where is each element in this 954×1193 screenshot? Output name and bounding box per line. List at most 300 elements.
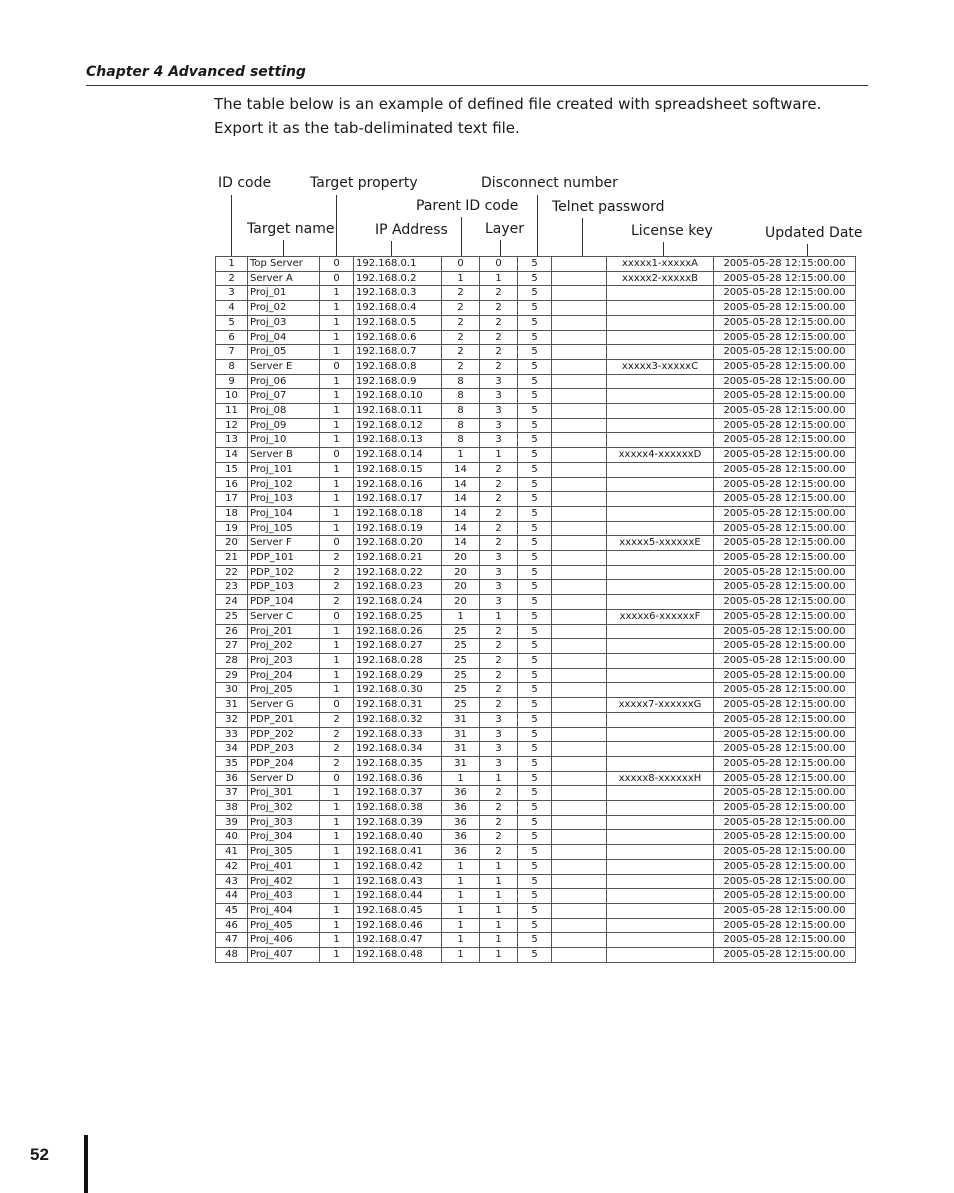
- table-cell: 1: [320, 477, 354, 492]
- table-cell: 28: [216, 653, 248, 668]
- table-cell: [552, 639, 607, 654]
- table-row: [216, 933, 856, 948]
- table-cell: 31: [216, 698, 248, 713]
- table-cell: 2: [320, 580, 354, 595]
- table-cell: 14: [216, 448, 248, 463]
- table-cell: 5: [518, 580, 552, 595]
- table-cell: Server G: [248, 698, 320, 713]
- table-cell: 31: [442, 742, 480, 757]
- table-cell: 2005-05-28 12:15:00.00: [714, 771, 856, 786]
- table-cell: 192.168.0.32: [354, 712, 442, 727]
- table-cell: 5: [518, 756, 552, 771]
- label-target-name: Target name: [247, 221, 335, 237]
- table-cell: [607, 492, 714, 507]
- table-cell: [607, 551, 714, 566]
- table-cell: 2: [480, 462, 518, 477]
- table-cell: 1: [320, 462, 354, 477]
- table-cell: 2: [480, 668, 518, 683]
- table-cell: Proj_407: [248, 948, 320, 963]
- table-cell: 1: [320, 330, 354, 345]
- table-cell: [552, 948, 607, 963]
- label-ip-address: IP Address: [375, 222, 448, 238]
- table-cell: Proj_07: [248, 389, 320, 404]
- table-cell: 0: [320, 609, 354, 624]
- table-cell: 2005-05-28 12:15:00.00: [714, 653, 856, 668]
- table-cell: 25: [216, 609, 248, 624]
- table-cell: 42: [216, 859, 248, 874]
- table-cell: 1: [320, 801, 354, 816]
- table-cell: 192.168.0.21: [354, 551, 442, 566]
- table-row: [216, 286, 856, 301]
- table-row: [216, 712, 856, 727]
- table-cell: 2: [480, 301, 518, 316]
- table-cell: 1: [320, 653, 354, 668]
- table-cell: 2: [480, 286, 518, 301]
- table-cell: 1: [480, 771, 518, 786]
- table-cell: [552, 874, 607, 889]
- table-cell: 3: [480, 712, 518, 727]
- table-cell: 20: [442, 580, 480, 595]
- table-cell: Proj_403: [248, 889, 320, 904]
- table-cell: 2005-05-28 12:15:00.00: [714, 536, 856, 551]
- table-cell: 16: [216, 477, 248, 492]
- table-cell: 14: [442, 477, 480, 492]
- label-target-property: Target property: [310, 175, 418, 191]
- table-cell: 1: [320, 301, 354, 316]
- table-cell: [607, 624, 714, 639]
- table-cell: Proj_303: [248, 815, 320, 830]
- leader-telnet-password: [582, 218, 583, 256]
- table-cell: 2005-05-28 12:15:00.00: [714, 727, 856, 742]
- intro-paragraph: The table below is an example of defined file created with spreadsheet software. Export it as the tab-deliminated text file.: [214, 95, 822, 137]
- table-cell: 7: [216, 345, 248, 360]
- table-cell: 1: [320, 889, 354, 904]
- table-cell: 19: [216, 521, 248, 536]
- table-cell: 2005-05-28 12:15:00.00: [714, 492, 856, 507]
- table-cell: 1: [320, 639, 354, 654]
- table-cell: Proj_301: [248, 786, 320, 801]
- table-cell: 5: [518, 845, 552, 860]
- table-cell: [552, 271, 607, 286]
- table-cell: 192.168.0.33: [354, 727, 442, 742]
- table-cell: [607, 462, 714, 477]
- table-cell: 36: [442, 815, 480, 830]
- table-cell: 1: [320, 492, 354, 507]
- table-cell: [552, 492, 607, 507]
- table-cell: 14: [442, 492, 480, 507]
- table-row: [216, 580, 856, 595]
- table-cell: 192.168.0.39: [354, 815, 442, 830]
- table-cell: 0: [320, 698, 354, 713]
- label-license-key: License key: [631, 223, 713, 239]
- table-cell: Server C: [248, 609, 320, 624]
- table-row: [216, 506, 856, 521]
- page-number-bar: [84, 1135, 88, 1193]
- table-cell: 192.168.0.30: [354, 683, 442, 698]
- table-cell: 5: [518, 830, 552, 845]
- table-cell: Proj_05: [248, 345, 320, 360]
- table-cell: 20: [442, 595, 480, 610]
- table-cell: [607, 315, 714, 330]
- table-cell: 192.168.0.23: [354, 580, 442, 595]
- table-cell: [552, 433, 607, 448]
- table-cell: Proj_405: [248, 918, 320, 933]
- table-cell: [607, 683, 714, 698]
- table-row: [216, 345, 856, 360]
- table-cell: 5: [518, 521, 552, 536]
- table-cell: 36: [216, 771, 248, 786]
- leader-target-property: [336, 195, 337, 256]
- table-cell: 192.168.0.5: [354, 315, 442, 330]
- table-cell: 3: [480, 374, 518, 389]
- table-cell: [552, 698, 607, 713]
- table-cell: [552, 477, 607, 492]
- table-cell: 2: [442, 301, 480, 316]
- table-cell: [552, 683, 607, 698]
- table-cell: 2: [480, 359, 518, 374]
- table-cell: 25: [442, 698, 480, 713]
- table-cell: [607, 389, 714, 404]
- table-cell: [607, 580, 714, 595]
- table-cell: 45: [216, 903, 248, 918]
- table-row: [216, 815, 856, 830]
- table-cell: [607, 874, 714, 889]
- table-cell: 5: [518, 389, 552, 404]
- table-cell: 5: [518, 742, 552, 757]
- table-cell: 192.168.0.19: [354, 521, 442, 536]
- table-cell: 2005-05-28 12:15:00.00: [714, 830, 856, 845]
- table-cell: [552, 448, 607, 463]
- table-cell: [607, 948, 714, 963]
- table-cell: xxxxx2-xxxxxB: [607, 271, 714, 286]
- table-cell: [607, 889, 714, 904]
- table-cell: 2005-05-28 12:15:00.00: [714, 359, 856, 374]
- label-parent-id-code: Parent ID code: [416, 198, 519, 214]
- table-cell: 1: [442, 948, 480, 963]
- table-row: [216, 374, 856, 389]
- table-cell: 2005-05-28 12:15:00.00: [714, 448, 856, 463]
- table-cell: 2: [480, 786, 518, 801]
- table-cell: 1: [442, 609, 480, 624]
- table-cell: 2005-05-28 12:15:00.00: [714, 742, 856, 757]
- table-cell: 2005-05-28 12:15:00.00: [714, 257, 856, 272]
- table-cell: 192.168.0.8: [354, 359, 442, 374]
- table-cell: 44: [216, 889, 248, 904]
- table-cell: 192.168.0.13: [354, 433, 442, 448]
- table-cell: [552, 345, 607, 360]
- table-cell: 192.168.0.14: [354, 448, 442, 463]
- table-cell: 1: [320, 418, 354, 433]
- table-cell: [607, 712, 714, 727]
- table-cell: 192.168.0.27: [354, 639, 442, 654]
- table-cell: [552, 374, 607, 389]
- table-cell: 0: [480, 257, 518, 272]
- table-cell: 5: [518, 492, 552, 507]
- table-cell: 17: [216, 492, 248, 507]
- table-cell: 2: [442, 359, 480, 374]
- table-cell: [607, 286, 714, 301]
- table-cell: 31: [442, 727, 480, 742]
- table-cell: 5: [518, 903, 552, 918]
- table-cell: [552, 653, 607, 668]
- table-cell: 192.168.0.4: [354, 301, 442, 316]
- table-cell: 192.168.0.36: [354, 771, 442, 786]
- table-cell: 2: [480, 477, 518, 492]
- table-cell: 2: [480, 801, 518, 816]
- header-rule: [86, 85, 868, 86]
- table-cell: [607, 830, 714, 845]
- table-cell: [552, 845, 607, 860]
- table-cell: 1: [320, 315, 354, 330]
- table-cell: Server F: [248, 536, 320, 551]
- table-cell: [552, 551, 607, 566]
- table-cell: PDP_104: [248, 595, 320, 610]
- table-cell: Server E: [248, 359, 320, 374]
- table-cell: 2005-05-28 12:15:00.00: [714, 506, 856, 521]
- table-cell: Proj_304: [248, 830, 320, 845]
- table-cell: 29: [216, 668, 248, 683]
- table-cell: 1: [480, 918, 518, 933]
- table-cell: 192.168.0.12: [354, 418, 442, 433]
- table-row: [216, 639, 856, 654]
- table-cell: 1: [480, 933, 518, 948]
- table-cell: [552, 359, 607, 374]
- chapter-header: Chapter 4 Advanced setting: [86, 64, 306, 80]
- table-cell: 2005-05-28 12:15:00.00: [714, 918, 856, 933]
- table-cell: 5: [518, 801, 552, 816]
- table-cell: 1: [216, 257, 248, 272]
- table-cell: xxxxx1-xxxxxA: [607, 257, 714, 272]
- table-cell: Proj_102: [248, 477, 320, 492]
- table-cell: 2005-05-28 12:15:00.00: [714, 315, 856, 330]
- table-cell: 5: [518, 815, 552, 830]
- table-cell: 5: [518, 786, 552, 801]
- table-cell: 1: [320, 624, 354, 639]
- table-cell: 4: [216, 301, 248, 316]
- table-cell: [552, 903, 607, 918]
- table-cell: [552, 330, 607, 345]
- table-cell: 14: [442, 521, 480, 536]
- table-cell: [552, 756, 607, 771]
- table-cell: 8: [442, 433, 480, 448]
- table-cell: PDP_204: [248, 756, 320, 771]
- table-cell: 25: [442, 683, 480, 698]
- table-cell: 2005-05-28 12:15:00.00: [714, 521, 856, 536]
- table-cell: 21: [216, 551, 248, 566]
- label-updated-date: Updated Date: [765, 225, 863, 241]
- table-row: [216, 462, 856, 477]
- table-cell: 5: [518, 948, 552, 963]
- table-cell: 2005-05-28 12:15:00.00: [714, 712, 856, 727]
- table-cell: 5: [518, 918, 552, 933]
- table-cell: Proj_401: [248, 859, 320, 874]
- table-cell: [607, 742, 714, 757]
- table-cell: 1: [480, 859, 518, 874]
- table-row: [216, 315, 856, 330]
- table-cell: [552, 609, 607, 624]
- leader-layer: [500, 240, 501, 256]
- table-cell: 5: [518, 286, 552, 301]
- table-cell: 1: [320, 786, 354, 801]
- table-row: [216, 874, 856, 889]
- table-cell: 36: [442, 845, 480, 860]
- table-row: [216, 845, 856, 860]
- table-cell: 1: [320, 521, 354, 536]
- table-cell: 5: [518, 698, 552, 713]
- leader-id-code: [231, 195, 232, 256]
- table-cell: 1: [442, 889, 480, 904]
- table-cell: 5: [518, 433, 552, 448]
- table-cell: 8: [442, 389, 480, 404]
- table-cell: 192.168.0.16: [354, 477, 442, 492]
- table-cell: 2005-05-28 12:15:00.00: [714, 683, 856, 698]
- table-cell: Proj_09: [248, 418, 320, 433]
- table-cell: Proj_203: [248, 653, 320, 668]
- table-cell: 1: [442, 933, 480, 948]
- table-cell: 3: [480, 756, 518, 771]
- table-cell: Proj_205: [248, 683, 320, 698]
- table-cell: 192.168.0.44: [354, 889, 442, 904]
- table-cell: 8: [216, 359, 248, 374]
- table-cell: 1: [442, 903, 480, 918]
- table-cell: 2: [480, 330, 518, 345]
- table-cell: 5: [518, 536, 552, 551]
- label-layer: Layer: [485, 221, 525, 237]
- table-row: [216, 257, 856, 272]
- table-cell: Proj_01: [248, 286, 320, 301]
- table-row: [216, 595, 856, 610]
- table-cell: 12: [216, 418, 248, 433]
- table-cell: 2: [480, 653, 518, 668]
- table-cell: 38: [216, 801, 248, 816]
- table-cell: 5: [518, 889, 552, 904]
- table-cell: [552, 506, 607, 521]
- table-row: [216, 271, 856, 286]
- table-cell: 1: [442, 771, 480, 786]
- table-cell: PDP_201: [248, 712, 320, 727]
- table-cell: [552, 580, 607, 595]
- table-row: [216, 698, 856, 713]
- table-cell: 2: [320, 756, 354, 771]
- table-cell: 2: [320, 565, 354, 580]
- table-cell: 192.168.0.25: [354, 609, 442, 624]
- table-cell: 5: [518, 874, 552, 889]
- table-cell: 192.168.0.35: [354, 756, 442, 771]
- table-cell: 2005-05-28 12:15:00.00: [714, 389, 856, 404]
- table-cell: Proj_202: [248, 639, 320, 654]
- table-cell: 3: [480, 595, 518, 610]
- table-cell: 2005-05-28 12:15:00.00: [714, 756, 856, 771]
- table-cell: 2: [320, 551, 354, 566]
- table-cell: PDP_101: [248, 551, 320, 566]
- table-cell: [552, 301, 607, 316]
- table-cell: 43: [216, 874, 248, 889]
- table-cell: 1: [320, 903, 354, 918]
- table-cell: 2005-05-28 12:15:00.00: [714, 301, 856, 316]
- table-row: [216, 918, 856, 933]
- table-cell: [552, 418, 607, 433]
- table-cell: 31: [442, 712, 480, 727]
- table-row: [216, 565, 856, 580]
- table-cell: 2005-05-28 12:15:00.00: [714, 374, 856, 389]
- table-cell: 0: [320, 771, 354, 786]
- table-cell: 5: [518, 565, 552, 580]
- table-cell: 5: [518, 477, 552, 492]
- table-cell: 1: [320, 874, 354, 889]
- table-cell: 5: [518, 301, 552, 316]
- table-cell: 5: [518, 595, 552, 610]
- table-cell: 20: [216, 536, 248, 551]
- table-cell: 5: [518, 933, 552, 948]
- table-cell: 192.168.0.26: [354, 624, 442, 639]
- table-cell: 1: [320, 374, 354, 389]
- table-row: [216, 301, 856, 316]
- table-cell: 0: [442, 257, 480, 272]
- table-row: [216, 668, 856, 683]
- table-row: [216, 624, 856, 639]
- table-cell: [607, 345, 714, 360]
- leader-disconnect-number: [537, 195, 538, 256]
- table-cell: 32: [216, 712, 248, 727]
- table-cell: 5: [518, 315, 552, 330]
- table-cell: 2005-05-28 12:15:00.00: [714, 624, 856, 639]
- table-cell: 3: [480, 727, 518, 742]
- table-cell: 14: [442, 506, 480, 521]
- table-cell: 2005-05-28 12:15:00.00: [714, 551, 856, 566]
- table-cell: 1: [320, 845, 354, 860]
- table-cell: [552, 624, 607, 639]
- table-cell: 2005-05-28 12:15:00.00: [714, 595, 856, 610]
- table-cell: 192.168.0.20: [354, 536, 442, 551]
- table-row: [216, 359, 856, 374]
- table-cell: 2005-05-28 12:15:00.00: [714, 271, 856, 286]
- table-cell: 5: [518, 771, 552, 786]
- table-cell: 5: [518, 462, 552, 477]
- table-cell: [552, 521, 607, 536]
- table-cell: [607, 506, 714, 521]
- table-cell: 20: [442, 551, 480, 566]
- label-id-code: ID code: [218, 175, 272, 191]
- table-cell: 25: [442, 668, 480, 683]
- table-cell: 2005-05-28 12:15:00.00: [714, 330, 856, 345]
- table-cell: 1: [320, 668, 354, 683]
- table-cell: 192.168.0.42: [354, 859, 442, 874]
- table-cell: 1: [320, 948, 354, 963]
- table-cell: 192.168.0.2: [354, 271, 442, 286]
- table-cell: 1: [320, 683, 354, 698]
- table-cell: 2: [480, 830, 518, 845]
- table-cell: 1: [320, 433, 354, 448]
- table-cell: 5: [518, 609, 552, 624]
- table-row: [216, 683, 856, 698]
- table-cell: 26: [216, 624, 248, 639]
- table-cell: [552, 565, 607, 580]
- table-cell: 1: [480, 889, 518, 904]
- table-cell: [552, 830, 607, 845]
- table-cell: [552, 712, 607, 727]
- table-cell: 5: [518, 271, 552, 286]
- table-cell: Proj_404: [248, 903, 320, 918]
- table-cell: 5: [518, 653, 552, 668]
- table-cell: 5: [518, 330, 552, 345]
- table-cell: 40: [216, 830, 248, 845]
- table-cell: 192.168.0.24: [354, 595, 442, 610]
- table-cell: 1: [320, 815, 354, 830]
- table-cell: 2: [442, 345, 480, 360]
- table-cell: [607, 801, 714, 816]
- table-row: [216, 330, 856, 345]
- table-cell: [607, 639, 714, 654]
